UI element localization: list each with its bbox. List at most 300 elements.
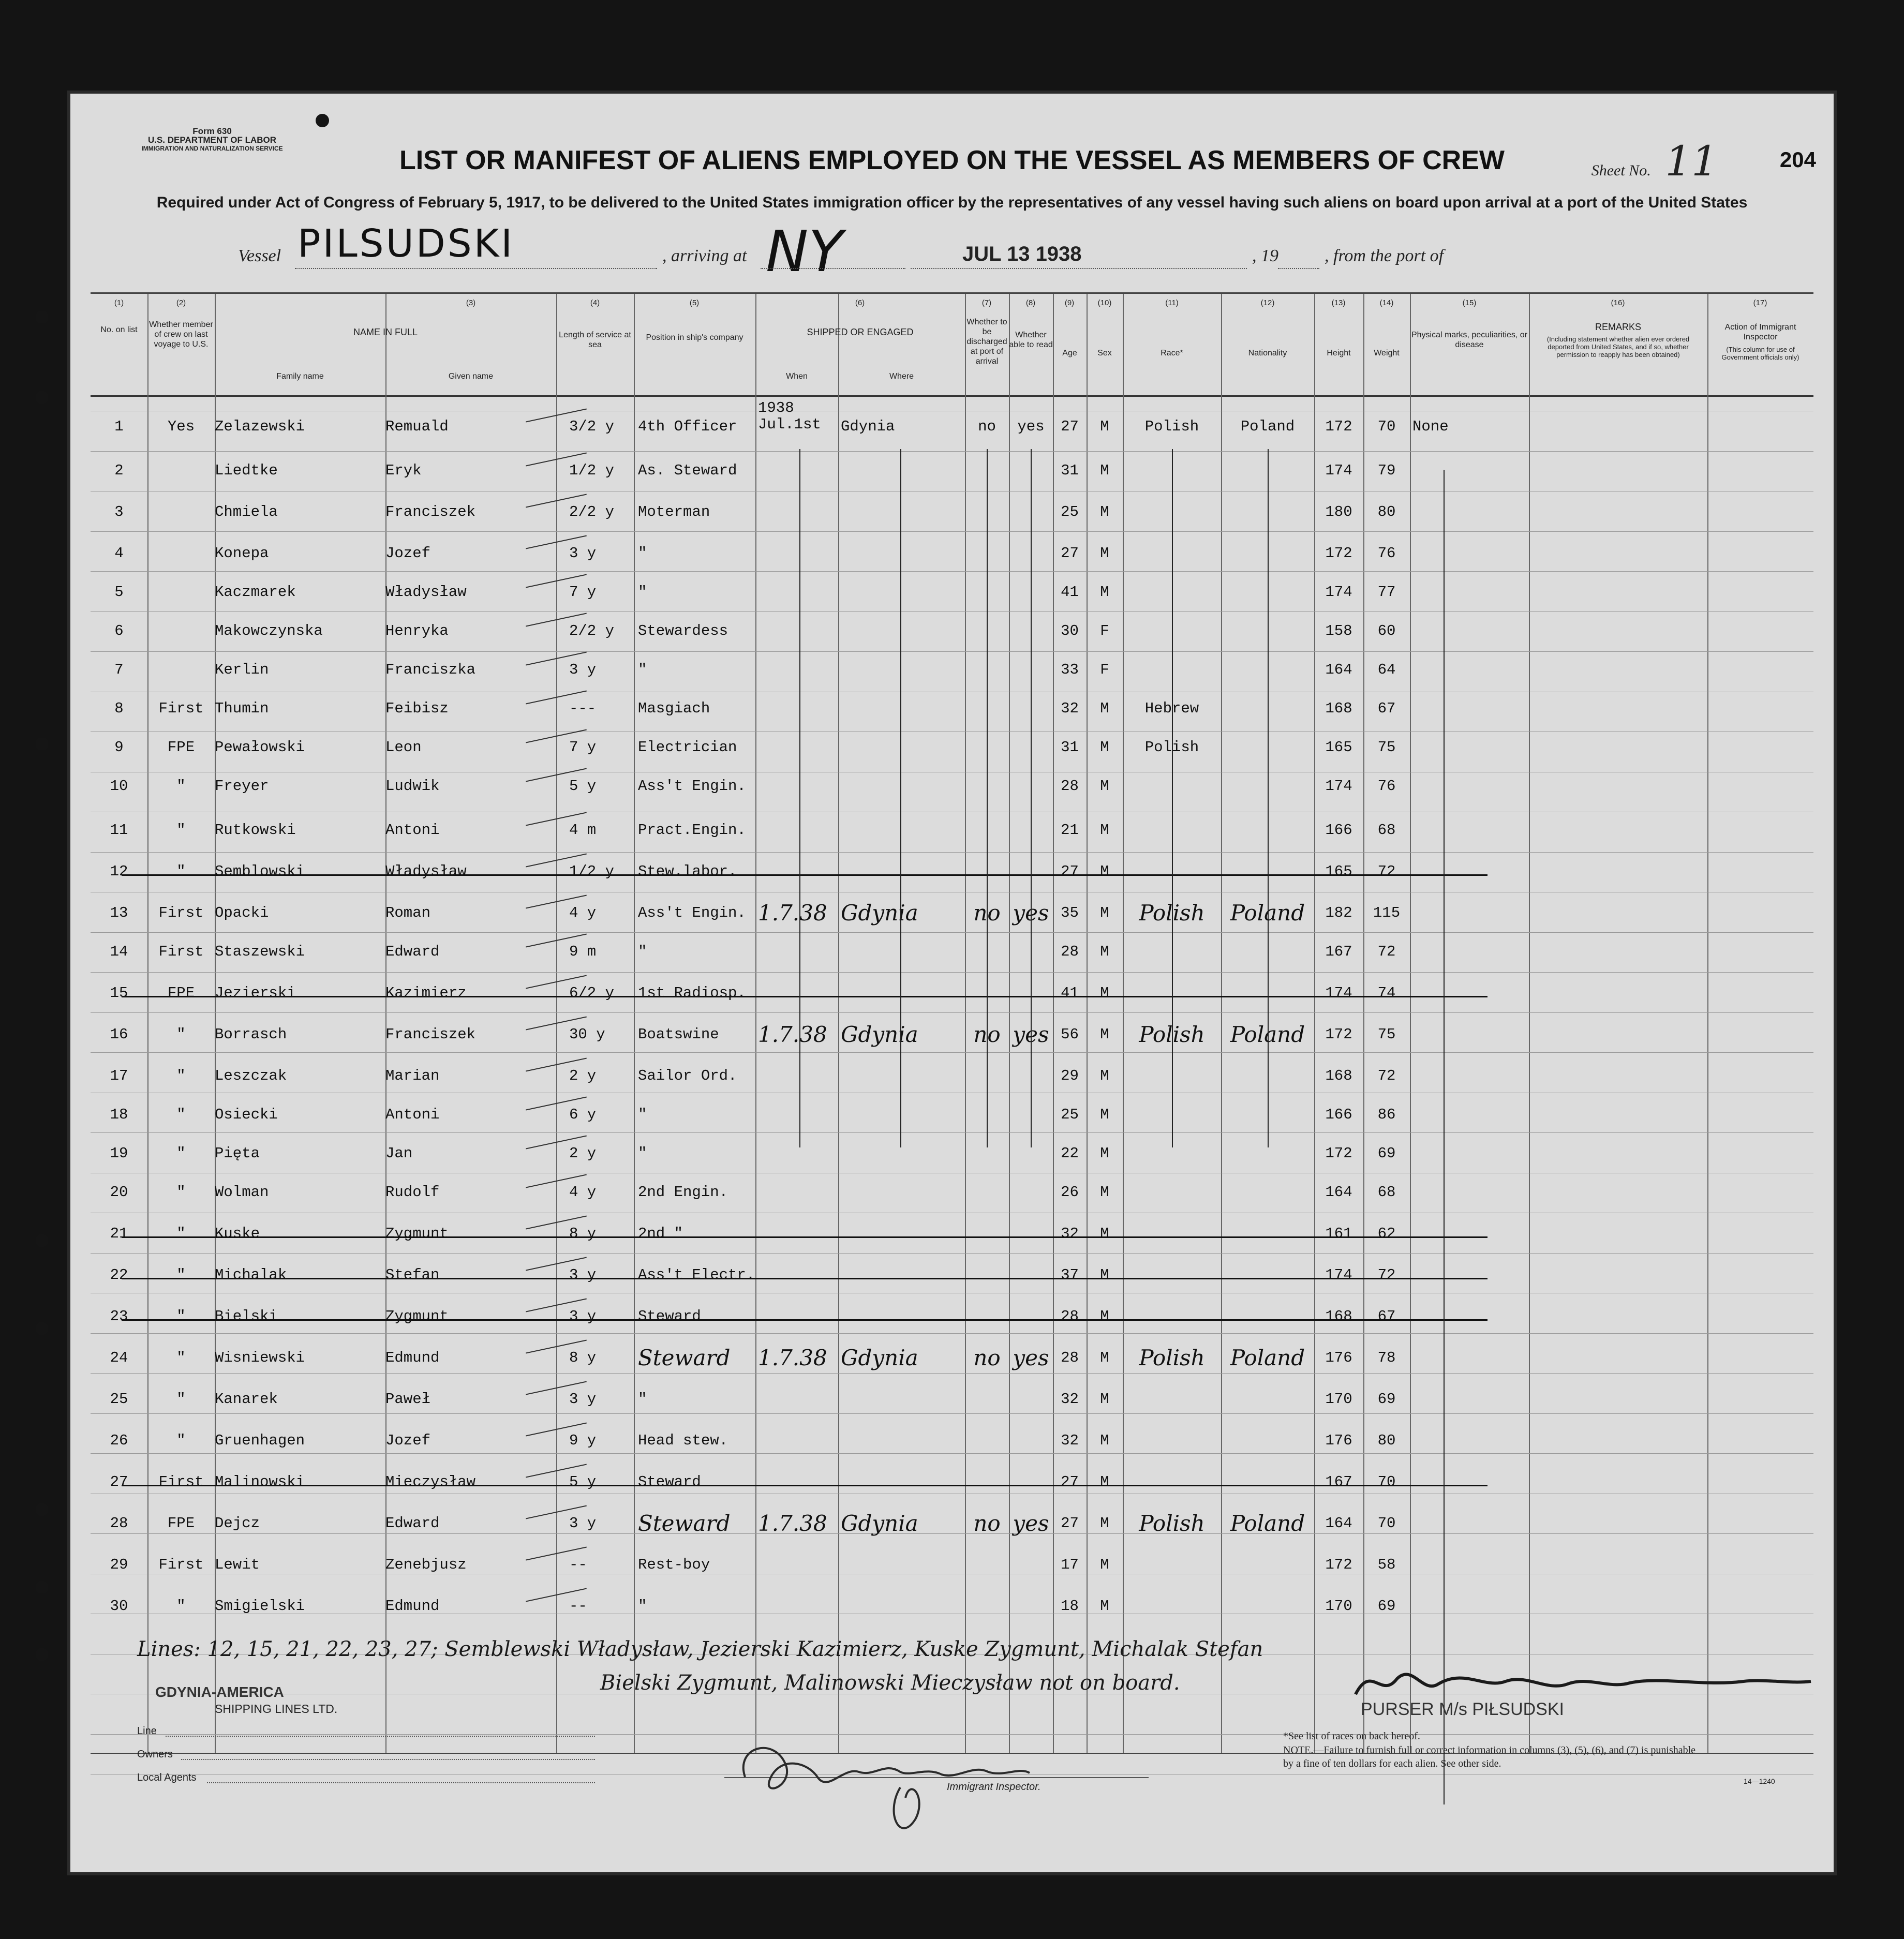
header-separator: [91, 395, 1813, 397]
weight: 79: [1377, 462, 1396, 479]
sex: M: [1100, 1598, 1109, 1615]
table-row: [91, 1473, 1813, 1504]
header-action-note: (This column for use of Government officials only): [1721, 346, 1799, 361]
height: 176: [1325, 1349, 1352, 1366]
position: ": [638, 584, 647, 601]
age: 28: [1061, 1349, 1079, 1366]
age: 25: [1061, 1106, 1079, 1123]
position: Electrician: [638, 739, 737, 756]
position: Stew.labor.: [638, 863, 737, 880]
height: 172: [1325, 545, 1352, 562]
weight: 68: [1377, 822, 1396, 839]
given-name: Roman: [385, 904, 431, 921]
column-number: (1): [114, 299, 124, 307]
port-underline: [761, 268, 905, 269]
date-stamp: JUL 13 1938: [962, 243, 1082, 265]
ditto-line: [1031, 449, 1032, 1147]
service-length: 3 y: [569, 1515, 597, 1532]
weight: 69: [1377, 1145, 1396, 1162]
age: 27: [1061, 863, 1079, 880]
table-row: [91, 863, 1813, 894]
family-name: Smigielski: [215, 1598, 305, 1615]
physical-marks: None: [1412, 418, 1449, 435]
race: Polish: [1139, 1022, 1205, 1047]
family-name: Wolman: [215, 1184, 269, 1201]
table-row: [91, 1225, 1813, 1256]
given-name: Jozef: [385, 545, 431, 562]
service-length: 4 m: [569, 822, 597, 839]
age: 32: [1061, 1432, 1079, 1449]
races-note: *See list of races on back hereof.: [1283, 1731, 1420, 1742]
previous-voyage: Yes: [167, 418, 195, 435]
row-number: 10: [110, 778, 128, 795]
height: 164: [1325, 1184, 1352, 1201]
table-row: [91, 1511, 1813, 1546]
weight: 77: [1377, 584, 1396, 601]
row-number: 16: [110, 1026, 128, 1043]
height: 165: [1325, 863, 1352, 880]
position: ": [638, 1145, 647, 1162]
table-row: [91, 985, 1813, 1016]
local-agents-label: Local Agents: [137, 1772, 197, 1783]
given-name: Edmund: [385, 1349, 440, 1366]
row-number: 24: [110, 1349, 128, 1366]
sheet-label: Sheet No.: [1591, 162, 1651, 179]
family-name: Lewit: [215, 1556, 260, 1573]
height: 164: [1325, 1515, 1352, 1532]
shipped-when: 1.7.38: [758, 1511, 827, 1536]
punch-hole: [35, 1234, 49, 1247]
service-length: 1/2 y: [569, 863, 615, 880]
header-able-to-read: Whether able to read: [1009, 331, 1053, 349]
header-age: Age: [1062, 349, 1077, 357]
manifest-sheet: [67, 91, 1837, 1875]
able-to-read: yes: [1017, 418, 1045, 435]
given-name: Edmund: [385, 1598, 440, 1615]
row-number: 1: [114, 418, 124, 435]
crew-table: [91, 292, 1813, 1754]
row-number: 22: [110, 1266, 128, 1284]
position: Ass't Electr.: [638, 1266, 755, 1284]
family-name: Freyer: [215, 778, 269, 795]
row-number: 8: [114, 700, 124, 717]
weight: 86: [1377, 1106, 1396, 1123]
height: 172: [1325, 1556, 1352, 1573]
able-to-read: yes: [1013, 1022, 1049, 1047]
service-length: ---: [569, 700, 597, 717]
previous-voyage: ": [176, 1184, 186, 1201]
family-name: Kuske: [215, 1225, 260, 1242]
position: 2nd Engin.: [638, 1184, 728, 1201]
row-number: 11: [110, 822, 128, 839]
height: 158: [1325, 622, 1352, 639]
row-number: 9: [114, 739, 124, 756]
handwritten-note-line-1: Lines: 12, 15, 21, 22, 23, 27; Semblewski Władysław, Jezierski Kazimierz, Kuske Zygmunt, Michalak Stefan: [137, 1637, 1263, 1661]
service-length: 2/2 y: [569, 622, 615, 639]
family-name: Kerlin: [215, 661, 269, 678]
row-rule: [91, 451, 1813, 452]
able-to-read: yes: [1013, 1511, 1049, 1536]
height: 168: [1325, 700, 1352, 717]
family-name: Thumin: [215, 700, 269, 717]
column-number: (14): [1379, 299, 1394, 307]
weight: 72: [1377, 863, 1396, 880]
height: 168: [1325, 1308, 1352, 1325]
age: 28: [1061, 778, 1079, 795]
sex: M: [1100, 943, 1109, 960]
strike-through-line: [122, 1278, 1488, 1279]
position: ": [638, 1598, 647, 1615]
header-no-on-list: No. on list: [100, 325, 138, 334]
position: Steward: [638, 1345, 731, 1370]
position: Steward: [638, 1511, 731, 1536]
punch-hole: [316, 114, 329, 127]
service-length: 2 y: [569, 1145, 597, 1162]
service-length: 4 y: [569, 904, 597, 921]
race: Polish: [1139, 900, 1205, 926]
age: 29: [1061, 1067, 1079, 1084]
line-label: Line: [137, 1725, 157, 1737]
age: 22: [1061, 1145, 1079, 1162]
position: ": [638, 545, 647, 562]
given-name: Feibisz: [385, 700, 449, 717]
age: 27: [1061, 1515, 1079, 1532]
age: 30: [1061, 622, 1079, 639]
given-name: Paweł: [385, 1391, 431, 1408]
weight: 69: [1377, 1598, 1396, 1615]
height: 172: [1325, 1145, 1352, 1162]
arrival-port: NY: [766, 218, 843, 285]
discharged: no: [973, 1511, 1001, 1536]
family-name: Kaczmarek: [215, 584, 296, 601]
from-port-label: , from the port of: [1325, 246, 1444, 265]
header-when: When: [786, 372, 808, 381]
family-name: Staszewski: [215, 943, 305, 960]
sex: M: [1100, 1349, 1109, 1366]
shipped-where: Gdynia: [841, 1345, 918, 1370]
sex: M: [1100, 1266, 1109, 1284]
punch-hole: [35, 1648, 49, 1661]
given-name: Jozef: [385, 1432, 431, 1449]
header-nationality: Nationality: [1248, 349, 1287, 357]
header-length-service: Length of service at sea: [559, 331, 631, 349]
family-name: Gruenhagen: [215, 1432, 305, 1449]
family-name: Malinowski: [215, 1473, 305, 1490]
strike-through-line: [122, 1485, 1488, 1486]
given-name: Edward: [385, 1515, 440, 1532]
table-row: [91, 545, 1813, 576]
age: 31: [1061, 462, 1079, 479]
service-length: 3/2 y: [569, 418, 615, 435]
given-name: Antoni: [385, 822, 440, 839]
row-number: 26: [110, 1432, 128, 1449]
given-name: Stefan: [385, 1266, 440, 1284]
height: 174: [1325, 985, 1352, 1002]
service-name: IMMIGRATION AND NATURALIZATION SERVICE: [141, 145, 283, 152]
row-number: 2: [114, 462, 124, 479]
previous-voyage: FPE: [167, 1515, 195, 1532]
given-name: Edward: [385, 943, 440, 960]
sex: M: [1100, 863, 1109, 880]
weight: 70: [1377, 418, 1396, 435]
vessel-label: Vessel: [238, 246, 281, 265]
height: 174: [1325, 778, 1352, 795]
given-name: Kazimierz: [385, 985, 467, 1002]
company-subname: SHIPPING LINES LTD.: [215, 1702, 338, 1716]
header-name-in-full: NAME IN FULL: [353, 327, 418, 337]
height: 172: [1325, 418, 1352, 435]
row-number: 23: [110, 1308, 128, 1325]
service-length: 8 y: [569, 1349, 597, 1366]
age: 27: [1061, 1473, 1079, 1490]
column-number: (9): [1064, 299, 1075, 307]
given-name: Zenebjusz: [385, 1556, 467, 1573]
column-number: (10): [1097, 299, 1112, 307]
sex: M: [1100, 545, 1109, 562]
service-length: 3 y: [569, 1308, 597, 1325]
strike-through-line: [122, 1319, 1488, 1321]
table-row: [91, 661, 1813, 692]
given-name: Zygmunt: [385, 1308, 449, 1325]
table-row: [91, 462, 1813, 493]
column-number: (12): [1260, 299, 1275, 307]
shipped-where: Gdynia: [841, 1022, 918, 1047]
inspector-signature: [730, 1715, 1040, 1849]
table-row: [91, 1067, 1813, 1098]
height: 174: [1325, 584, 1352, 601]
column-number: (8): [1025, 299, 1036, 307]
height: 176: [1325, 1432, 1352, 1449]
given-name: Jan: [385, 1145, 413, 1162]
line-underline: [166, 1736, 595, 1737]
shipped-where: Gdynia: [841, 900, 918, 926]
sex: M: [1100, 1106, 1109, 1123]
age: 26: [1061, 1184, 1079, 1201]
weight: 62: [1377, 1225, 1396, 1242]
header-family-name: Family name: [276, 372, 324, 381]
age: 28: [1061, 943, 1079, 960]
race: Polish: [1144, 739, 1199, 756]
previous-voyage: ": [176, 1391, 186, 1408]
family-name: Dejcz: [215, 1515, 260, 1532]
family-name: Opacki: [215, 904, 269, 921]
strike-through-line: [122, 874, 1488, 876]
header-remarks: REMARKS: [1595, 322, 1641, 332]
sex: M: [1100, 778, 1109, 795]
row-number: 18: [110, 1106, 128, 1123]
position: Boatswine: [638, 1026, 719, 1043]
header-position: Position in ship's company: [646, 333, 743, 342]
age: 32: [1061, 1391, 1079, 1408]
sex: M: [1100, 1473, 1109, 1490]
table-row: [91, 1598, 1813, 1629]
height: 165: [1325, 739, 1352, 756]
strike-through-line: [122, 996, 1488, 997]
weight: 80: [1377, 503, 1396, 520]
family-name: Michalak: [215, 1266, 287, 1284]
age: 33: [1061, 661, 1079, 678]
ditto-line: [900, 449, 901, 1147]
height: 170: [1325, 1598, 1352, 1615]
age: 32: [1061, 1225, 1079, 1242]
table-row: [91, 1106, 1813, 1137]
nationality: Poland: [1230, 1345, 1305, 1370]
table-row: [91, 399, 1813, 449]
row-number: 21: [110, 1225, 128, 1242]
header-race: Race*: [1161, 349, 1183, 357]
height: 172: [1325, 1026, 1352, 1043]
given-name: Franciszka: [385, 661, 476, 678]
given-name: Franciszek: [385, 503, 476, 520]
header-action-inspector: Action of Immigrant Inspector: [1724, 323, 1796, 341]
age: 25: [1061, 503, 1079, 520]
punch-hole: [35, 1322, 49, 1335]
header-where: Where: [889, 372, 914, 381]
position: Pract.Engin.: [638, 822, 746, 839]
age: 41: [1061, 985, 1079, 1002]
position: Sailor Ord.: [638, 1067, 737, 1084]
shipped-when: 1938 Jul.1st: [758, 399, 821, 433]
service-length: 6 y: [569, 1106, 597, 1123]
family-name: Pięta: [215, 1145, 260, 1162]
sex: M: [1100, 1391, 1109, 1408]
service-length: 7 y: [569, 584, 597, 601]
row-number: 30: [110, 1598, 128, 1615]
weight: 58: [1377, 1556, 1396, 1573]
header-sex: Sex: [1097, 349, 1112, 357]
sex: M: [1100, 584, 1109, 601]
penalty-note: NOTE.—Failure to furnish full or correct information in columns (3), (5), (6), and (7) is punishable by a fine of ten dollars for each alien. See other side.: [1283, 1744, 1696, 1769]
height: 161: [1325, 1225, 1352, 1242]
service-length: 9 y: [569, 1432, 597, 1449]
service-length: 3 y: [569, 1266, 597, 1284]
table-row: [91, 584, 1813, 615]
owners-underline: [181, 1759, 595, 1760]
table-row: [91, 739, 1813, 770]
height: 174: [1325, 462, 1352, 479]
age: 17: [1061, 1556, 1079, 1573]
previous-voyage: First: [158, 1473, 204, 1490]
weight: 74: [1377, 985, 1396, 1002]
race: Polish: [1144, 418, 1199, 435]
given-name: Marian: [385, 1067, 440, 1084]
service-length: 9 m: [569, 943, 597, 960]
family-name: Rutkowski: [215, 822, 296, 839]
sex: M: [1100, 700, 1109, 717]
ditto-line: [987, 449, 988, 1147]
previous-voyage: ": [176, 1026, 186, 1043]
service-length: 2/2 y: [569, 503, 615, 520]
sex: M: [1100, 1067, 1109, 1084]
position: 2nd ": [638, 1225, 683, 1242]
previous-voyage: ": [176, 1598, 186, 1615]
age: 37: [1061, 1266, 1079, 1284]
row-number: 6: [114, 622, 124, 639]
ditto-line: [1444, 470, 1445, 1804]
weight: 64: [1377, 661, 1396, 678]
shipped-where: Gdynia: [841, 1511, 918, 1536]
service-length: 2 y: [569, 1067, 597, 1084]
row-number: 19: [110, 1145, 128, 1162]
row-number: 15: [110, 985, 128, 1002]
previous-voyage: ": [176, 822, 186, 839]
weight: 70: [1377, 1473, 1396, 1490]
sex: M: [1100, 1515, 1109, 1532]
sex: F: [1100, 622, 1109, 639]
previous-voyage: ": [176, 1432, 186, 1449]
column-number: (6): [855, 299, 865, 307]
vessel-underline: [295, 268, 657, 269]
shipped-when: 1.7.38: [758, 1345, 827, 1370]
weight: 75: [1377, 739, 1396, 756]
weight: 76: [1377, 545, 1396, 562]
table-row: [91, 943, 1813, 974]
weight: 76: [1377, 778, 1396, 795]
year-label: , 19: [1252, 246, 1278, 265]
row-number: 20: [110, 1184, 128, 1201]
given-name: Mieczysław: [385, 1473, 476, 1490]
position: Head stew.: [638, 1432, 728, 1449]
department-name: U.S. DEPARTMENT OF LABOR: [147, 135, 277, 145]
given-name: Antoni: [385, 1106, 440, 1123]
table-row: [91, 900, 1813, 935]
given-name: Zygmunt: [385, 1225, 449, 1242]
position: ": [638, 661, 647, 678]
position: ": [638, 1106, 647, 1123]
previous-voyage: ": [176, 1349, 186, 1366]
nationality: Poland: [1240, 418, 1295, 435]
position: Masgiach: [638, 700, 710, 717]
column-number: (13): [1331, 299, 1346, 307]
strike-through-line: [122, 1236, 1488, 1238]
age: 32: [1061, 700, 1079, 717]
service-length: 30 y: [569, 1026, 605, 1043]
previous-voyage: ": [176, 1308, 186, 1325]
purser-stamp: PURSER M/s PIŁSUDSKI: [1361, 1699, 1564, 1719]
table-row: [91, 700, 1813, 731]
race: Hebrew: [1144, 700, 1199, 717]
weight: 78: [1377, 1349, 1396, 1366]
owners-label: Owners: [137, 1749, 173, 1760]
position: Rest-boy: [638, 1556, 710, 1573]
previous-voyage: ": [176, 1225, 186, 1242]
table-row: [91, 1266, 1813, 1297]
shipped-when: 1.7.38: [758, 1022, 827, 1047]
column-number: (11): [1165, 299, 1179, 307]
able-to-read: yes: [1013, 900, 1049, 926]
family-name: Pewałowski: [215, 739, 305, 756]
table-row: [91, 1022, 1813, 1057]
family-name: Liedtke: [215, 462, 278, 479]
service-length: 5 y: [569, 1473, 597, 1490]
nationality: Poland: [1230, 900, 1305, 926]
height: 166: [1325, 822, 1352, 839]
sex: M: [1100, 739, 1109, 756]
family-name: Konepa: [215, 545, 269, 562]
service-length: --: [569, 1598, 587, 1615]
given-name: Eryk: [385, 462, 422, 479]
sex: M: [1100, 985, 1109, 1002]
ditto-line: [1172, 449, 1173, 1147]
nationality: Poland: [1230, 1022, 1305, 1047]
height: 174: [1325, 1266, 1352, 1284]
form-number: Form 630: [192, 126, 232, 136]
previous-voyage: FPE: [167, 985, 195, 1002]
row-number: 5: [114, 584, 124, 601]
family-name: Jezierski: [215, 985, 296, 1002]
service-length: 8 y: [569, 1225, 597, 1242]
service-length: 4 y: [569, 1184, 597, 1201]
